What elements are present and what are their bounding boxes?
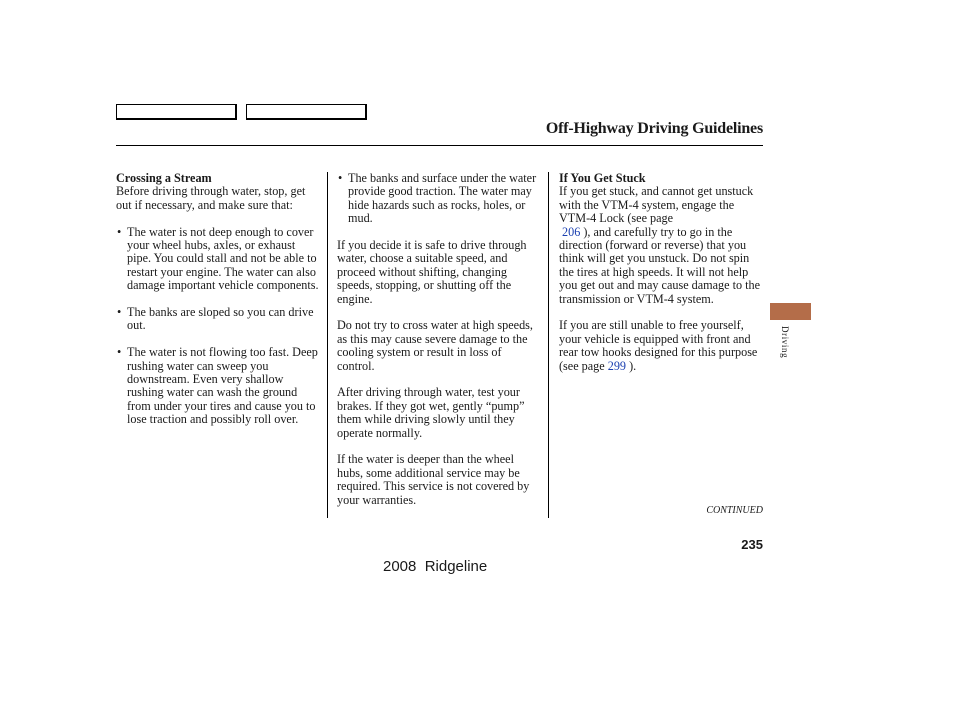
page-number: 235 <box>741 537 763 552</box>
paragraph: After driving through water, test your brakes. If they got wet, gently “pump” them while driving slowly until they operate normally. <box>337 385 525 440</box>
list-item: • The water is not flowing too fast. Deep rushing water can sweep you downstream. Even very shallow rushing water can wash the ground from under your tires and cause you to lose traction and possibly roll over. <box>117 345 318 427</box>
page-link-299[interactable]: 299 <box>607 358 627 373</box>
section-tab[interactable] <box>770 303 811 320</box>
bullet-icon: • <box>117 224 122 239</box>
footer-model: 2008 Ridgeline <box>383 558 488 575</box>
paragraph: Do not try to cross water at high speeds, as this may cause severe damage to the cooling system or result in loss of control. <box>337 318 533 373</box>
page-link-206[interactable]: 206 <box>562 224 581 239</box>
column-if-stuck <box>559 172 765 373</box>
section-label: Driving <box>780 326 790 359</box>
paragraph: If you decide it is safe to drive through water, choose a suitable speed, and proceed without shifting, changing speeds, stopping, or shutting off the engine. <box>337 238 527 306</box>
heading-if-stuck: If You Get Stuck <box>559 171 646 185</box>
list-item: • The water is not deep enough to cover your wheel hubs, axles, or exhaust pipe. You could stall and not be able to restart your engine. The water can also damage important vehicle components. <box>117 224 319 293</box>
paragraph: If the water is deeper than the wheel hubs, some additional service may be required. This service is not covered by your warranties. <box>337 452 530 507</box>
column-water-driving <box>337 172 541 507</box>
column-divider <box>548 172 549 518</box>
list-item: • The banks and surface under the water provide good traction. The water may hide hazards such as rocks, holes, or mud. <box>338 171 537 226</box>
column-crossing-stream <box>116 172 322 427</box>
title-divider <box>116 145 763 146</box>
paragraph: If you are still unable to free yourself, your vehicle is equipped with front and rear tow hooks designed for this purpose (see page 299 ). <box>559 318 758 373</box>
column-divider <box>327 172 328 518</box>
bullet-icon: • <box>117 345 122 360</box>
crossing-intro: Before driving through water, stop, get out if necessary, and make sure that: <box>116 184 306 212</box>
list-item: • The banks are sloped so you can drive out. <box>117 305 314 333</box>
next-page-button[interactable] <box>246 104 367 120</box>
previous-page-button[interactable] <box>116 104 237 120</box>
bullet-icon: • <box>338 171 343 185</box>
paragraph: If you get stuck, and cannot get unstuck with the VTM-4 system, engage the VTM-4 Lock (see page 206 ), and carefully try to go in the direction (forward or reverse) that you think will get you unstuck. Do not spin the tires at high speeds. It will not help you get out and may cause damage to the transmission or VTM-4 system. <box>559 184 761 306</box>
bullet-icon: • <box>117 305 122 320</box>
continued-label: CONTINUED <box>706 505 763 516</box>
heading-crossing-stream: Crossing a Stream <box>116 171 212 185</box>
page-title: Off-Highway Driving Guidelines <box>545 120 763 137</box>
